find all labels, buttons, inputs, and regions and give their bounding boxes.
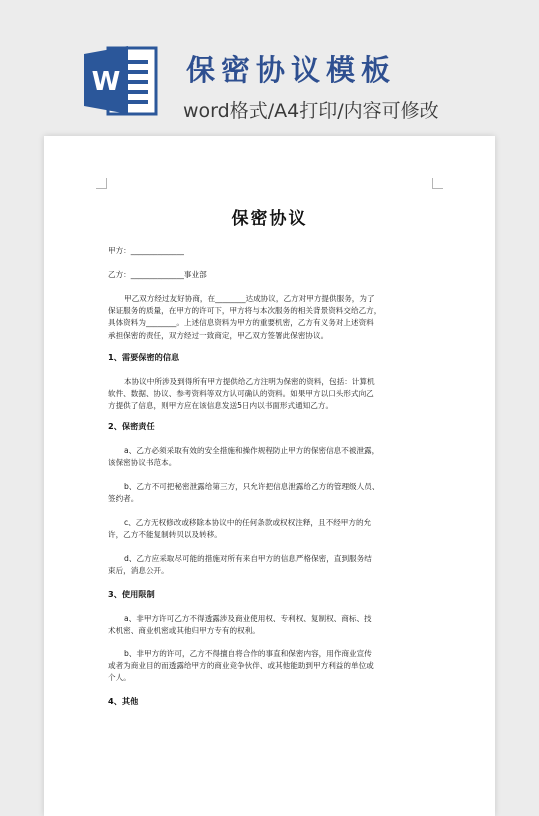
paragraph-line: 个人。 <box>108 673 131 683</box>
section-heading: 3、使用限制 <box>108 589 155 599</box>
party-a-line: 甲方：______________ <box>108 246 184 255</box>
paragraph-line: 软件、数据、协议、参考资料等双方认可确认的资料。如果甲方以口头形式向乙 <box>108 389 374 399</box>
section-heading: 4、其他 <box>108 696 139 706</box>
section-paragraph <box>108 517 430 541</box>
intro-line: 承担保密的责任，双方经过一致商定，甲乙双方签署此保密协议。 <box>108 330 329 340</box>
section-paragraph <box>108 445 430 469</box>
intro-paragraph <box>108 293 430 342</box>
banner-title: 保密协议模板 <box>186 53 397 87</box>
intro-line: 具体资料为________。上述信息资料为甲方的重要机密，乙方有义务对上述资料 <box>108 318 374 328</box>
crop-mark-top-left <box>96 178 107 189</box>
paragraph-line: 许，乙方不能复制转贝以及转移。 <box>108 530 222 540</box>
section-paragraph <box>108 481 430 505</box>
section-heading: 1、需要保密的信息 <box>108 352 180 362</box>
paragraph-line: 签约者。 <box>108 494 139 504</box>
section-paragraph <box>108 376 430 413</box>
paragraph-line: a、乙方必须采取有效的安全措施和操作规程防止甲方的保密信息不被泄露， <box>124 446 380 455</box>
banner-subtitle: word格式/A4打印/内容可修改 <box>183 100 439 122</box>
document-title: 保密协议 <box>231 209 308 229</box>
intro-line: 甲乙双方经过友好协商，在________达成协议，乙方对甲方提供服务，为了 <box>124 294 375 303</box>
paragraph-line: 束后，消息公开。 <box>108 566 169 576</box>
paragraph-line: 本协议中所涉及到得所有甲方提供给乙方注明为保密的资料，包括：计算机 <box>124 377 375 386</box>
paragraph-line: 术机密、商业机密或其他归甲方专有的权利。 <box>108 626 260 636</box>
paragraph-line: b、乙方不可把秘密泄露给第三方，只允许把信息泄露给乙方的管理级人员、 <box>124 482 380 491</box>
section-paragraph <box>108 648 430 685</box>
section-paragraph <box>108 553 430 577</box>
section-heading: 2、保密责任 <box>108 421 155 431</box>
document-page <box>44 136 495 816</box>
paragraph-line: a、非甲方许可乙方不得透露涉及商业使用权、专利权、复制权、商标、技 <box>124 614 372 623</box>
header-banner <box>0 0 539 130</box>
word-document-icon <box>82 42 162 118</box>
section-paragraph <box>108 613 430 637</box>
paragraph-line: 方提供了信息，则甲方应在该信息发送5日内以书面形式通知乙方。 <box>108 401 334 411</box>
logo-letter: W <box>91 67 121 97</box>
party-b-line: 乙方：______________事业部 <box>108 270 207 279</box>
paragraph-line: b、非甲方的许可，乙方不得擅自将合作的事直和保密内容，用作商业宣传 <box>124 649 372 658</box>
paragraph-line: 该保密协议书范本。 <box>108 458 177 468</box>
paragraph-line: d、乙方应采取尽可能的措施对所有来自甲方的信息严格保密，直到服务结 <box>124 554 372 563</box>
paragraph-line: 或者为商业目的而透露给甲方的商业竞争伙伴、或其他能助到甲方利益的单位或 <box>108 661 374 671</box>
intro-line: 保证服务的质量，在甲方的许可下，甲方将与本次服务的相关背景资料交给乙方， <box>108 306 382 316</box>
crop-mark-top-right <box>432 178 443 189</box>
paragraph-line: c、乙方无权修改或移除本协议中的任何条款或权权注释，且不经甲方的允 <box>124 518 372 527</box>
